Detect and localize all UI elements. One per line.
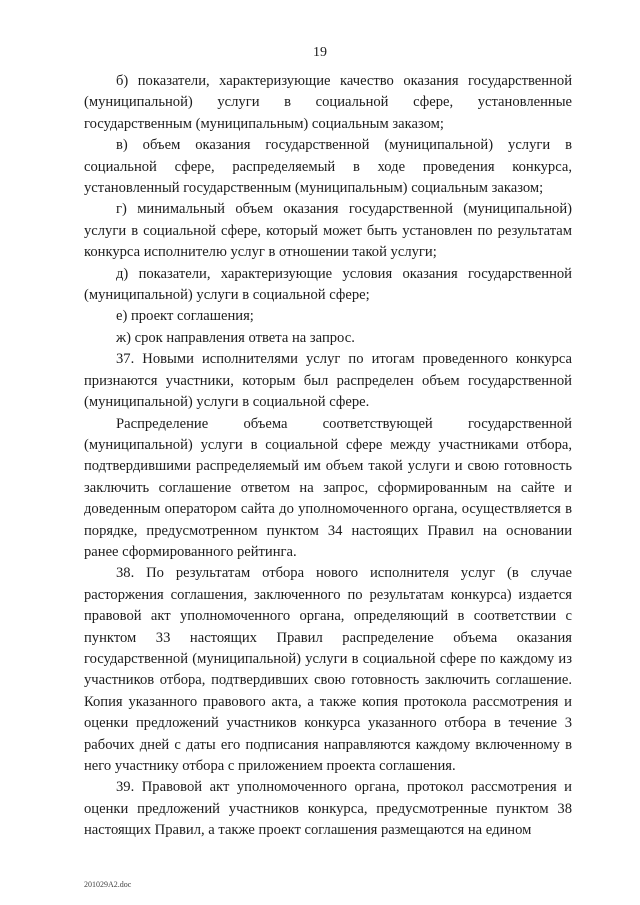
paragraph-b: б) показатели, характеризующие качество оказания государственной (муниципальной) услуги в социальной сфере, установленные государственным (муниципальным) социальным заказом; <box>84 73 572 132</box>
paragraph-g: г) минимальный объем оказания государственной (муниципальной) услуги в социальной сфере, который может быть установлен по результатам конкурса исполнителю услуг в отношении такой услуги; <box>84 201 572 261</box>
document-body <box>84 71 572 842</box>
paragraph-d: д) показатели, характеризующие условия оказания государственной (муниципальной) услуги в социальной сфере; <box>84 265 572 304</box>
file-footer: 201029A2.doc <box>84 880 132 889</box>
paragraph-zh: ж) срок направления ответа на запрос. <box>116 329 355 346</box>
paragraph-v: в) объем оказания государственной (муниципальной) услуги в социальной сфере, распределяемый в ходе проведения конкурса, установленный государственным (муниципальным) социальным заказом; <box>84 137 572 197</box>
page-number: 19 <box>313 45 327 60</box>
paragraph-e: е) проект соглашения; <box>116 308 254 325</box>
paragraph-37-distribution: Распределение объема соответствующей государственной (муниципальной) услуги в социальной сфере между участниками отбора, подтвердившими распределяемый им объем такой услуги и свою готовность заключить соглашение ответом на запрос, сформированным на сайте и доведенным оператором сайта до уполномоченного органа, осуществляется в порядке, предусмотренном пунктом 34 настоящих Правил на основании ранее сформированного рейтинга. <box>84 415 572 560</box>
paragraph-38: 38. По результатам отбора нового исполнителя услуг (в случае расторжения соглашения, заключенного по результатам конкурса) издается правовой акт уполномоченного органа, определяющий в соответствии с пунктом 33 настоящих Правил распределение объема оказания государственной (муниципальной) услуги в социальной сфере по каждому из участников отбора, подтвердивших свою готовность заключить соглашение. Копия указанного правового акта, а также копия протокола рассмотрения и оценки предложений участников конкурса указанного отбора в течение 3 рабочих дней с даты его подписания направляются каждому включенному в него участнику отбора с приложением проекта соглашения. <box>84 565 572 774</box>
paragraph-37: 37. Новыми исполнителями услуг по итогам проведенного конкурса признаются участники, которым был распределен объем государственной (муниципальной) услуги в социальной сфере. <box>84 351 572 411</box>
paragraph-39: 39. Правовой акт уполномоченного органа, протокол рассмотрения и оценки предложений участников конкурса, предусмотренные пунктом 38 настоящих Правил, а также проект соглашения размещаются на едином <box>84 779 572 839</box>
